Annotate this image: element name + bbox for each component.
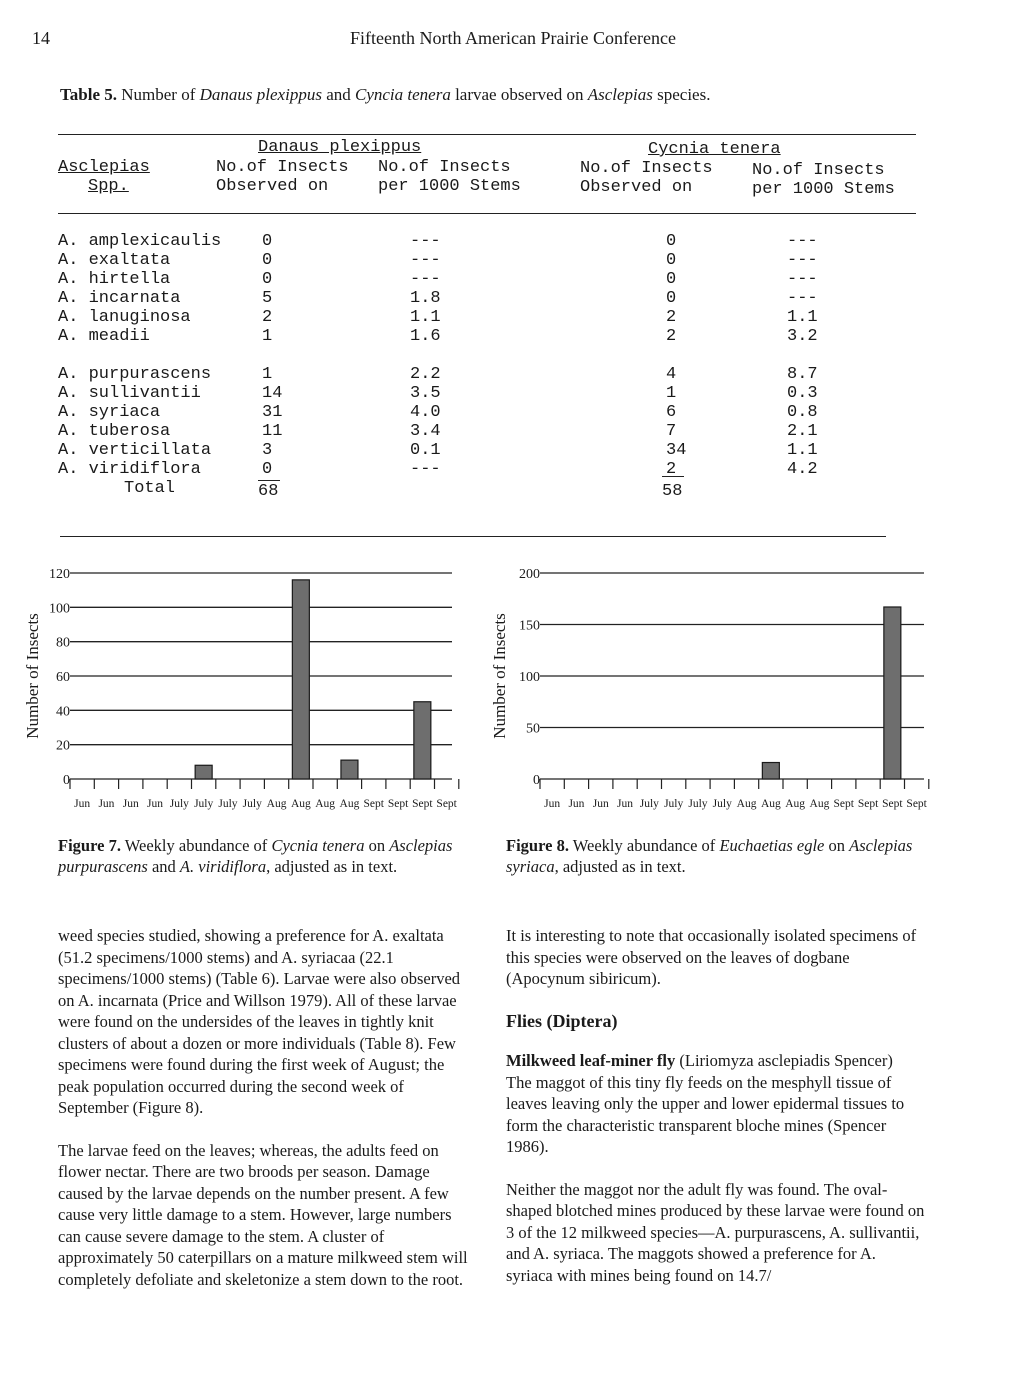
cell-ct-observed: 2 (666, 308, 677, 327)
caption-text: on (364, 836, 390, 855)
y-tick-label: 100 (49, 601, 70, 617)
cell-ct-per-1000: --- (787, 289, 818, 308)
cell-species: A. syriaca (58, 403, 161, 422)
bar (762, 763, 779, 779)
subheading-title: Milkweed leaf-miner fly (506, 1051, 676, 1070)
x-tick-label: Aug (339, 798, 360, 810)
section-heading: Flies (Diptera) (506, 1010, 618, 1031)
x-tick-label: July (218, 798, 238, 810)
cell-ct-per-1000: 1.1 (787, 308, 818, 327)
x-tick-label: July (169, 798, 189, 810)
x-tick-label: Sept (882, 798, 903, 810)
group-header-cycnia: Cycnia tenera (648, 140, 781, 159)
x-tick-label: July (664, 798, 684, 810)
total-rule-dp (258, 480, 280, 481)
cell-species: A. viridiflora (58, 460, 201, 479)
x-tick-label: Aug (736, 798, 757, 810)
col-header-dp-obs: No.of Insects (216, 158, 349, 177)
cell-species: A. verticillata (58, 441, 212, 460)
col-header-ct-obs: No.of Insects (580, 159, 713, 178)
figure-8-svg (490, 555, 1010, 815)
cell-ct-per-1000: 3.2 (787, 327, 818, 346)
cell-ct-observed: 7 (666, 422, 677, 441)
caption-host: A. viridiflora (179, 857, 267, 876)
col-header-ct-per: No.of Insects (752, 161, 885, 180)
y-tick-label: 20 (56, 738, 70, 754)
cell-dp-per-1000: 0.1 (410, 441, 441, 460)
x-tick-label: Sept (857, 798, 879, 810)
cell-dp-observed: 5 (262, 289, 273, 308)
y-axis-label: Number of Insects (490, 613, 509, 739)
col-header-ct-per-sub: per 1000 Stems (752, 180, 895, 199)
col-header-spp: Spp. (88, 177, 129, 196)
x-tick-label: Aug (760, 798, 781, 810)
cell-species: A. sullivantii (58, 384, 201, 403)
table-caption-label: Table 5. (60, 85, 118, 104)
cell-species: A. purpurascens (58, 365, 212, 384)
x-tick-label: Sept (363, 798, 384, 810)
x-tick-label: Jun (544, 798, 561, 810)
cell-ct-observed: 0 (666, 251, 677, 270)
bar (414, 702, 431, 779)
figure-7-caption (58, 835, 478, 877)
figure-8-chart (490, 555, 1010, 815)
cell-ct-observed: 34 (666, 441, 687, 460)
cell-ct-observed: 0 (666, 289, 677, 308)
cell-dp-observed: 1 (262, 327, 273, 346)
cell-dp-observed: 0 (262, 232, 273, 251)
cell-ct-observed: 6 (666, 403, 677, 422)
caption-text: larvae observed on (450, 85, 588, 104)
x-tick-label: July (194, 798, 214, 810)
x-tick-label: July (688, 798, 708, 810)
y-axis-label: Number of Insects (23, 613, 42, 739)
cell-species: A. tuberosa (58, 422, 171, 441)
caption-text: and (147, 857, 180, 876)
caption-text: Weekly abundance of (120, 836, 272, 855)
cell-dp-observed: 0 (262, 251, 273, 270)
total-label: Total (124, 479, 176, 498)
cell-dp-per-1000: 3.5 (410, 384, 441, 403)
cell-ct-observed: 0 (666, 270, 677, 289)
cell-dp-per-1000: 1.1 (410, 308, 441, 327)
cell-dp-per-1000: --- (410, 460, 441, 479)
bar (341, 760, 358, 779)
cell-species: A. incarnata (58, 289, 181, 308)
figure-8-caption (506, 835, 946, 877)
cell-ct-observed: 2 (666, 327, 677, 346)
x-tick-label: Jun (147, 798, 164, 810)
x-tick-label: Jun (617, 798, 634, 810)
x-tick-label: July (639, 798, 659, 810)
x-tick-label: Sept (833, 798, 854, 810)
col-header-asclepias: Asclepias (58, 158, 150, 177)
col-header-dp-per: No.of Insects (378, 158, 511, 177)
y-tick-label: 0 (63, 773, 70, 788)
col-header-dp-obs-sub: Observed on (216, 177, 329, 196)
col-header-dp-per-sub: per 1000 Stems (378, 177, 521, 196)
x-tick-label: Jun (592, 798, 609, 810)
cell-species: A. hirtella (58, 270, 171, 289)
table-caption (60, 85, 710, 105)
body-paragraph: The larvae feed on the leaves; whereas, the adults feed on flower nectar. There are two broods per season. Damage caused by the larvae depends on the number present. A few cause very little damage to a stem. However, large numbers can cause severe damage to the stem. A cluster of approximately 50 caterpillars on a mature milkweed stem will completely defoliate and skeletonize a stem down to the root. (58, 1140, 468, 1289)
caption-text: Number of (117, 85, 200, 104)
x-tick-label: Aug (266, 798, 287, 810)
x-tick-label: Sept (387, 798, 409, 810)
cell-ct-observed: 1 (666, 384, 677, 403)
total-rule-ct (662, 476, 684, 477)
left-column (58, 925, 473, 1311)
cell-ct-observed: 0 (666, 232, 677, 251)
cell-dp-observed: 0 (262, 460, 273, 479)
y-tick-label: 80 (56, 635, 70, 651)
x-tick-label: Sept (412, 798, 433, 810)
caption-species: Cycnia tenera (271, 836, 365, 855)
cell-dp-per-1000: 4.0 (410, 403, 441, 422)
cell-ct-per-1000: --- (787, 232, 818, 251)
cell-dp-observed: 14 (262, 384, 283, 403)
caption-genus: Asclepias (587, 85, 653, 104)
caption-text: and (321, 85, 355, 104)
caption-text: on (824, 836, 850, 855)
cell-dp-observed: 2 (262, 308, 273, 327)
cell-dp-per-1000: 1.6 (410, 327, 441, 346)
subheading-species: (Liriomyza asclepiadis Spencer) (679, 1051, 893, 1070)
cell-ct-per-1000: --- (787, 251, 818, 270)
total-ct: 58 (662, 482, 683, 501)
cell-dp-per-1000: --- (410, 232, 441, 251)
cell-dp-per-1000: 2.2 (410, 365, 441, 384)
x-tick-label: Sept (906, 798, 927, 810)
cell-ct-per-1000: 2.1 (787, 422, 818, 441)
x-tick-label: Jun (98, 798, 115, 810)
caption-text: , adjusted as in text. (266, 857, 398, 876)
figure-7-chart (0, 555, 500, 815)
x-tick-label: July (242, 798, 262, 810)
cell-dp-per-1000: 1.8 (410, 289, 441, 308)
caption-host: Asclepias purpurascens (58, 836, 453, 876)
cell-species: A. exaltata (58, 251, 171, 270)
figure-7-svg (0, 555, 500, 815)
body-paragraph: The maggot of this tiny fly feeds on the mesphyll tissue of leaves leaving only the upper and lower epidermal tissues to form the characteristic transparent bloche mines (Spencer 1986). (506, 1072, 905, 1156)
total-dp: 68 (258, 482, 279, 501)
cell-dp-observed: 3 (262, 441, 273, 460)
x-tick-label: Aug (809, 798, 830, 810)
cell-ct-per-1000: 1.1 (787, 441, 818, 460)
subheading (506, 1050, 926, 1072)
body-paragraph: It is interesting to note that occasionally isolated specimens of this species were observed on the leaves of dogbane (Apocynum sibiricum). (506, 926, 917, 988)
cell-dp-observed: 0 (262, 270, 273, 289)
cell-ct-per-1000: 0.3 (787, 384, 818, 403)
x-tick-label: Jun (122, 798, 139, 810)
y-tick-label: 200 (519, 567, 540, 582)
running-title: Fifteenth North American Prairie Conference (350, 28, 676, 48)
caption-species: Danaus plexippus (199, 85, 322, 104)
caption-species: Cyncia tenera (354, 85, 451, 104)
table-top-rule (58, 134, 916, 135)
y-tick-label: 50 (526, 721, 540, 737)
cell-ct-observed: 4 (666, 365, 677, 384)
cell-ct-per-1000: 0.8 (787, 403, 818, 422)
x-tick-label: July (712, 798, 732, 810)
body-paragraph: Neither the maggot nor the adult fly was found. The oval-shaped blotched mines produced by these larvae were found on 3 of the 12 milkweed species—A. purpurascens, A. sullivantii, and A. syriaca. The maggots showed a preference for A. syriaca with mines being found on 14.7/ (506, 1179, 925, 1285)
y-tick-label: 40 (56, 704, 70, 720)
caption-text: , adjusted as in text. (554, 857, 686, 876)
cell-dp-observed: 11 (262, 422, 283, 441)
figure-7-label: Figure 7. (58, 836, 121, 855)
figure-8-label: Figure 8. (506, 836, 569, 855)
y-tick-label: 60 (56, 670, 70, 685)
cell-dp-observed: 31 (262, 403, 283, 422)
cell-dp-per-1000: 3.4 (410, 422, 441, 441)
caption-species: Euchaetias egle (719, 836, 825, 855)
cell-dp-per-1000: --- (410, 251, 441, 270)
y-tick-label: 150 (519, 618, 540, 634)
cell-ct-observed: 2 (666, 460, 677, 479)
page-number: 14 (32, 28, 50, 48)
cell-species: A. lanuginosa (58, 308, 191, 327)
x-tick-label: Aug (785, 798, 806, 810)
x-tick-label: Aug (290, 798, 311, 810)
table-header-rule (58, 213, 916, 214)
cell-ct-per-1000: 4.2 (787, 460, 818, 479)
cell-dp-observed: 1 (262, 365, 273, 384)
x-tick-label: Sept (436, 798, 457, 810)
cell-dp-per-1000: --- (410, 270, 441, 289)
y-tick-label: 120 (49, 567, 70, 582)
body-paragraph: weed species studied, showing a preference for A. exaltata (51.2 specimens/1000 stems) and A. syriacaa (22.1 specimens/1000 stems) (Table 6). Larvae were also observed on A. incarnata (Price and Willson 1979). All of these larvae were found on the undersides of the leaves in tightly knit clusters of about a dozen or more individuals (Table 8). Few specimens were found during the first week of August; the peak population occurred during the second week of September (Figure 8). (58, 926, 461, 1117)
col-header-ct-obs-sub: Observed on (580, 178, 693, 197)
bar (884, 607, 901, 779)
bar (195, 765, 212, 779)
bar (292, 580, 309, 779)
cell-ct-per-1000: 8.7 (787, 365, 818, 384)
cell-species: A. meadii (58, 327, 150, 346)
cell-species: A. amplexicaulis (58, 232, 222, 251)
caption-text: species. (652, 85, 711, 104)
y-tick-label: 100 (519, 670, 540, 685)
group-header-danaus: Danaus plexippus (258, 138, 422, 157)
caption-text: Weekly abundance of (568, 836, 720, 855)
x-tick-label: Jun (74, 798, 91, 810)
caption-host: Asclepias syriaca (506, 836, 913, 876)
cell-ct-per-1000: --- (787, 270, 818, 289)
x-tick-label: Jun (568, 798, 585, 810)
right-column (506, 925, 926, 1307)
x-tick-label: Aug (315, 798, 336, 810)
y-tick-label: 0 (533, 773, 540, 788)
table-bottom-rule (60, 536, 886, 537)
